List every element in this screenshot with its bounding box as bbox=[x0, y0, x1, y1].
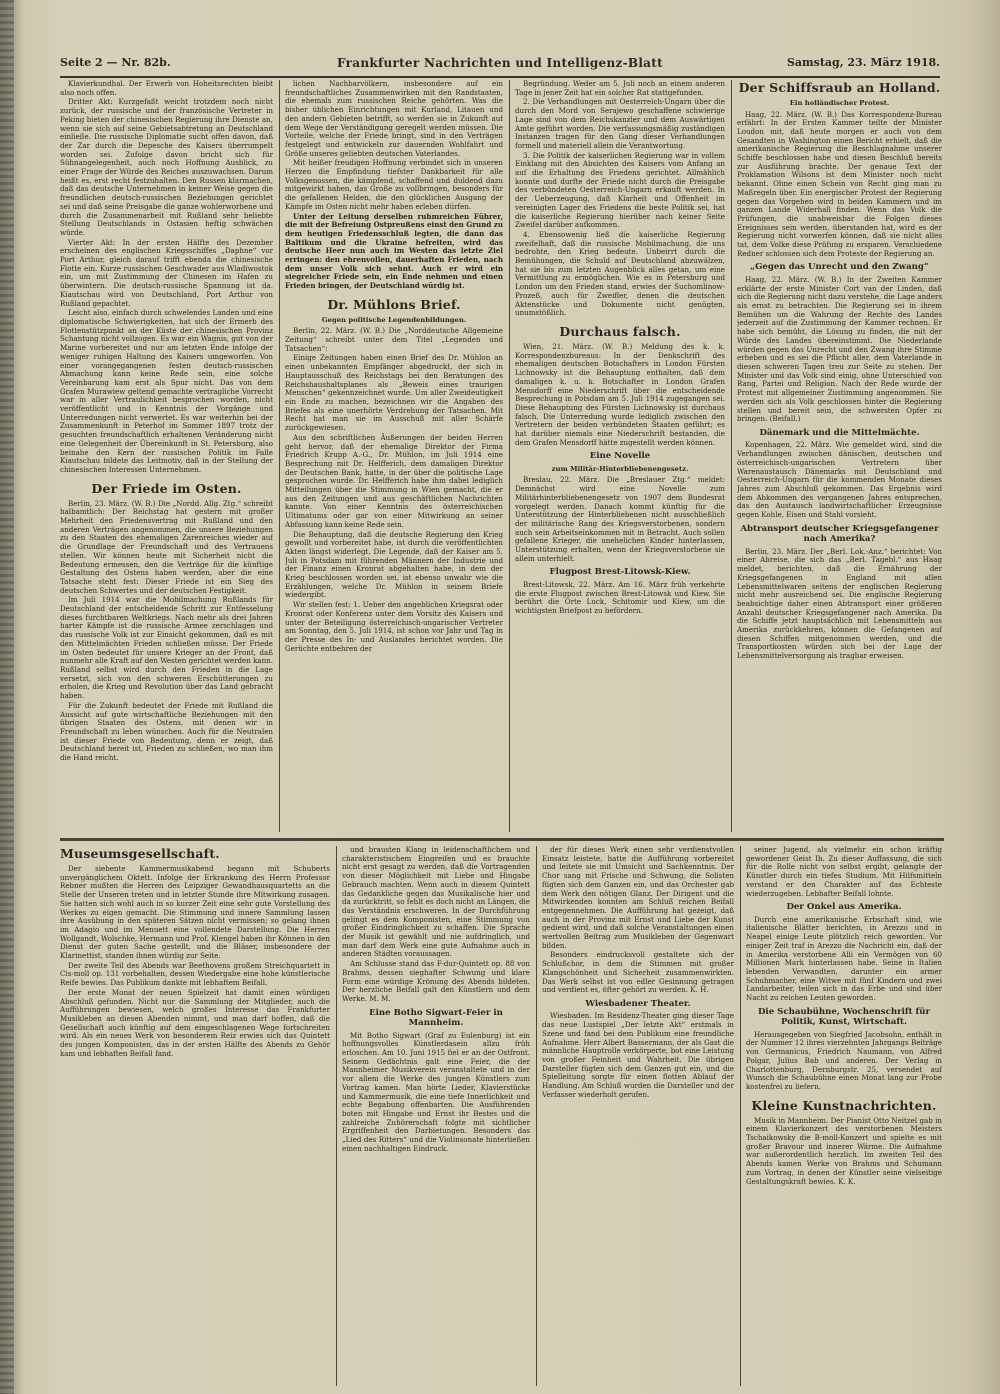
subheadline: zum Militär-Hinterbliebenengesetz. bbox=[551, 464, 689, 473]
article-paragraph: Herausgegeben von Siegfried Jacobsohn, enthält in der Nummer 12 ihres vierzehnten Jahrgangs Beiträge von Germanicus, Friedrich Naumann, von Alfred Polgar, Julius Bab und anderen. Der Verlag in Charlottenburg, Dernburgstr. 25, versendet auf Wunsch die Schaubühne einen Monat lang zur Probe kostenfrei zu liefern. bbox=[746, 1029, 942, 1091]
column-1 bbox=[60, 80, 273, 832]
subheadline: Gegen politische Legendenbildungen. bbox=[321, 315, 467, 324]
article-paragraph: Am Schlusse stand das F-dur-Quintett op. 88 von Brahms, dessen sieghafter Schwung und klare Form eine würdige Krönung des Abends bildeten. Der herzliche Beifall galt den Künstlern und dem Werke. M. M. bbox=[342, 959, 530, 1003]
subheadline: Ein holländischer Protest. bbox=[789, 99, 890, 107]
feuilleton-divider bbox=[60, 838, 944, 841]
headline-friede-im-osten: Der Friede im Osten. bbox=[91, 480, 242, 496]
feuilleton-column-4 bbox=[746, 846, 942, 1386]
article-paragraph: Für die Zukunft bedeutet der Friede mit Rußland die Aussicht auf gute wirtschaftliche Beziehungen mit den übrigen Staaten des Ostens, mit denen wir in Freundschaft zu leben wünschen. Auch für die Neutralen ist dieser Friede von Bedeutung, denn er zeigt, daß Deutschland bereit ist, Frieden zu schließen, wo man ihm die Hand reicht. bbox=[60, 700, 273, 763]
headline-abtransport: Abtransport deutscher Kriegsgefangener nach Amerika? bbox=[740, 523, 939, 545]
article-paragraph: Einige Zeitungen haben einen Brief des Dr. Mühlon an einen unbekannten Empfänger abgedruckt, der sich in Hauptausschuß des Reichstags bei den Beratungen des Reichshaushaltsplanes als „Beweis eines traurigen Menschen“ gekennzeichnet wurde. Um aller Zweideutigkeit ein Ende zu machen, bezeichnen wir die Angaben des Briefes als eine unerhörte Verdrehung der Tatsachen. Mit Recht hat man sie im Ausschuß mit aller Schärfe zurückgewiesen. bbox=[285, 353, 503, 433]
headline-durchaus-falsch: Durchaus falsch. bbox=[559, 323, 681, 339]
article-paragraph: Besonders eindrucksvoll gestaltete sich der Schlußchor, in dem die Stimmen mit großer Klangschönheit und Sicherheit zusammenwirkten. Das Werk selbst ist von edler Gesinnung getragen und verdient es, öfter gehört zu werden. K. H. bbox=[542, 950, 734, 995]
headline-onkel-aus-amerika: Der Onkel aus Amerika. bbox=[786, 902, 902, 913]
article-paragraph: Wir stellen fest: 1. Ueber den angeblichen Kriegsrat oder Kronrat oder Konferenz unter dem Vorsitz des Kaisers und unter der Beteiligung österreichisch-ungarischer Vertreter am Sonntag, den 5. Juli 1914, ist schon vor Jahr und Tag in der Presse des In- und Auslandes berichtet worden. Die Gerüchte entbehren der bbox=[285, 600, 503, 653]
headline-wiesbadener-theater: Wiesbadener Theater. bbox=[585, 998, 691, 1009]
column-2 bbox=[285, 80, 503, 832]
headline-flugpost: Flugpost Brest-Litowsk-Kiew. bbox=[549, 567, 691, 578]
article-paragraph: Berlin, 23. März. Der „Berl. Lok.-Anz.“ berichtet: Von einer Abreise, die sich das „Berl. Tagebl.“ aus Haag meldet, berichten, daß die Ernährung der Kriegsgefangenen in England mit allen Lebensmittelwaren seitens der englischen Regierung nicht mehr ausreichend sei. Die englische Regierung beabsichtige daher einen Abtransport einer größeren Anzahl deutscher Kriegsgefangener nach Amerika. Da die Schiffe jetzt hauptsächlich mit Lebensmitteln aus Amerika zurückkehren, können die Gefangenen auf diesen Schiffen mitgenommen werden, und die Transportkosten würden sich bei der Lage der Lebensmittelversorgung als tragbar erweisen. bbox=[737, 546, 942, 661]
article-paragraph: Wien, 21. März. (W. B.) Meldung des k. k. Korrespondenzbureaus: In der Denkschrift des ehemaligen deutschen Botschafters in London Fürsten Lichnowsky ist die Behauptung enthalten, daß dem damaligen k. u. k. Botschafter in London Grafen Mensdorff eine Niederschrift über die entscheidende Besprechung in Potsdam am 5. Juli 1914 zugegangen sei. Diese Behauptung des Fürsten Lichnowsky ist durchaus falsch. Die Unterredung wurde lediglich zwischen den Vertretern der beiden verbündeten Staaten geführt; es hat darüber niemals eine Niederschrift bestanden, die dem Grafen Mensdorff hätte zugestellt werden können. bbox=[515, 341, 725, 447]
headline-sigwart-feier: Eine Botho Sigwart-Feier in Mannheim. bbox=[369, 1007, 503, 1029]
article-paragraph: Der siebente Kammermusikabend begann mit Schuberts unvergänglichem Oktett. Infolge der Erkrankung des Herrn Professor Rebner mußten die Herren des Leipziger Gewandhausquartetts an die Stelle der Unseren treten und in letzter Stunde ihre Mitwirkung zusagen. Sie hatten sich wohl auch in so kurzer Zeit eine sehr gute Vorstellung des Werkes zu eigen gemacht. Die Stimmung und innere Sammlung lassen ihre Ausübung in den späteren Sätzen nicht vermissen; so gelang ihnen im Adagio und im Menuett eine vollendete Darstellung. Die Herren Wollgandt, Wolschke, Hermann und Prof. Klengel haben ihr Können in den Dienst der guten Sache gestellt, und die Bläser, insbesondere der Klarinettist, standen ihnen würdig zur Seite. bbox=[60, 864, 330, 961]
article-paragraph: Haag, 22. März. (W. B.) In der Zweiten Kammer erklärte der erste Minister Cort van der Linden, daß sich die Regierung nicht dazu verstehe, die Lage anders als ernst zu betrachten. Die Regierung sei in ihrem Bemühen um die Wahrung der Rechte des Landes jederzeit auf die Zustimmung der Kammer rechnen. Er habe sich bemüht, die Lösung zu finden, die mit der Würde des Landes übereinstimmt. Die Niederlande würden gegen das Unrecht und den Zwang ihre Stimme erheben und es sei die Pflicht aller, dem Vaterlande in diesen schweren Tagen treu zur Seite zu stehen. Der Minister und das Volk sind einig, ohne Unterschied von Rang, Partei und Religion. Nach der Rede wurde der Protest mit allgemeiner Zustimmung angenommen. Sie werden sich als Volk geschlossen hinter die Regierung stellen und bereit sein, die schwersten Opfer zu bringen. (Beifall.) bbox=[737, 274, 942, 424]
article-paragraph: Dritter Akt: Kurzgefaßt weicht trotzdem noch nicht zurück, der russische und der französische Vertreter in Peking bieten der chinesischen Regierung ihre Dienste an, wenn sie sich auf seine Gebietsabtretung an Deutschland einließe. Die russische Diplomatie sucht offen davon, daß der Zar durch die Depesche des Kaisers überrumpelt worden sei. Zufolge davon bricht sich für Sühnangelegenheit, auch noch Hoffnung Ausblick, zu einer Frage der Würde des Reiches auszuwachsen. Darum heißt es, erst recht festzuhalten. Den Russen klarmachen, daß das deutsche Unternehmen in keiner Weise gegen die freundlichen deutsch-russischen Beziehungen gerichtet sei und daß seine Preisgabe die ganze wohlerworbene und durch die Zusammenarbeit mit Rußland sehr beliebte Stellung Deutschlands in Ostasien heftig schwächen würde. bbox=[60, 97, 273, 237]
article-paragraph: Berlin, 23. März. (W. B.) Die „Nordd. Allg. Ztg.“ schreibt halbamtlich: Der Reichstag hat gestern mit großer Mehrheit den Friedensvertrag mit Rußland und den anderen Verträgen angenommen, die unsere Beziehungen zu den Staaten des ehemaligen Zarenreiches wieder auf die Grundlage der Freundschaft und des Vertrauens stellen. Wir können heute mit Sicherheit nicht die Bedeutung ermessen, den die Verträge für die künftige Gestaltung des Ostens haben werden, aber die eine Tatsache steht fest: Dieser Friede ist ein Sieg des deutschen Schwertes und der deutschen Festigkeit. bbox=[60, 498, 273, 595]
article-paragraph: Wiesbaden. Im Residenz-Theater ging dieser Tage das neue Lustspiel „Der letzte Akt“ erstmals in Szene und fand bei dem Publikum eine freundliche Aufnahme. Herr Albert Bassermann, der als Gast die männliche Hauptrolle verkörperte, bot eine Leistung von großer Feinheit und Wahrheit. Die übrigen Darsteller fügten sich dem Ganzen gut ein, und die Spielleitung sorgte für einen flotten Ablauf der Handlung. Am Schluß wurden die Darsteller und der Verfasser wiederholt gerufen. bbox=[542, 1011, 734, 1099]
headline-unrecht-und-zwang: „Gegen das Unrecht und den Zwang“ bbox=[750, 262, 929, 273]
article-paragraph: Breslau, 22. März. Die „Breslauer Ztg.“ meldet: Demnächst wird eine Novelle zum Militärhinterbliebenengesetz von 1907 dem Bundesrat vorgelegt werden. Danach kommt künftig für die Unterstützung der Hinterbliebenen nicht ausschließlich der militärische Rang des Kriegsverstorbenen, sondern auch sein Arbeitseinkommen mit in Betracht. Auch sollen gefallene Krieger, die unehelichen Kinder hinterlassen, Unterstützung erhalten, wenn der Kriegsverstorbene sie allein unterhielt. bbox=[515, 475, 725, 563]
column-divider bbox=[509, 80, 510, 832]
article-paragraph: Brest-Litowsk, 22. März. Am 16. März früh verkehrte die erste Flugpost zwischen Brest-Litowsk und Kiew. Sie berührt die Orte Luck, Schitomir und Kiew, um die wichtigsten Briefpost zu befördern. bbox=[515, 579, 725, 616]
headline-schiffsraub: Der Schiffsraub an Holland. bbox=[738, 80, 941, 95]
article-paragraph: und brausten Klang in leidenschaftlichem und charakteristischem Eingreifen und es brauchte nicht erst gesagt zu werden, daß die Vortragenden von dieser Möglichkeit mit Liebe und Hingabe Gebrauch machten. Wenn auch in diesem Quintett das Gedankliche gegen das Musikalische hier und da zurücktritt, so fehlt es doch nicht an Längen, die das Verständnis erschweren. In der Durchführung gelingt es dem Komponisten, eine Stimmung von großer Eindringlichkeit zu schaffen. Die Sprache der Musik ist gewählt und nie aufdringlich, und man darf dem Werk eine gute Aufnahme auch in anderen Städten voraussagen. bbox=[342, 846, 530, 959]
article-paragraph: 4. Ebensowenig ließ die kaiserliche Regierung zweifelhaft, daß die russische Mobilmachung, die uns bedrohte, den Krieg bedeute. Unbeirrt durch die Bemühungen, die Schuld auf Deutschland abzuwälzen, hat sie bis zum letzten Augenblick alles getan, um eine Vermittlung zu ermöglichen. Wie es in Petersburg und London um den Frieden stand, erwies der Suchomlinow-Prozeß, auch für Zweifler, denen die deutschen Aktenstücke und Dokumente nicht genügten, unumstößlich. bbox=[515, 229, 725, 318]
page-binding-edge bbox=[0, 0, 14, 1394]
article-paragraph: Berlin, 22. März. (W. B.) Die „Norddeutsche Allgemeine Zeitung“ schreibt unter dem Titel „Legenden und Tatsachen“: bbox=[285, 326, 503, 353]
headline-novelle: Eine Novelle bbox=[589, 451, 651, 462]
column-4 bbox=[737, 78, 942, 832]
newspaper-masthead: Frankfurter Nachrichten und Intelligenz-Blatt bbox=[337, 56, 663, 70]
article-paragraph: Kopenhagen, 22. März. Wie gemeldet wird, sind die Verhandlungen zwischen dänischen, deutschen und österreichisch-ungarischen Vertretern über Warenaustausch Dänemarks mit Deutschland und Oesterreich-Ungarn für die kommenden Monate dieses Jahres zum Abschluß gekommen. Das Ergebnis wird dem Abkommen des vergangenen Jahres entsprechen, das den Austausch landwirtschaftlicher Erzeugnisse gegen Kohle, Eisen und Stahl vorsieht. bbox=[737, 440, 942, 520]
article-paragraph: Leicht also, einfach durch schwelendes Landen und eine diplomatische Schwierigkeiten, hat sich der Ermerb des Flottenstützpunkt an der Küste der chinesischen Provinz Schantung nicht vollzogen. Es war ein Wagnis, gut von der Marine vorbereitet und nur am letzten Ende infolge der weniger ruhigen Haltung des Kaisers umgeworfen. Von einer vorangegangenen festen deutsch-russischen Abmachung kann keine Rede sein, eine solche Vereinbarung kam erst als Spur nicht. Das von dem Grafen Murawiew geltend gemachte vertragliche Vorrecht war in aller Vertraulichkeit besprochen worden, nicht veröffentlicht und in Kenntnis der Vorgänge und Unterredungen nicht verwertet. Es war weiterhin bei der Zusammenkunft in Peterhof im Sommer 1897 trotz der gesuchten freundschaftlich erhaltenen Veränderung nicht eine Gelegenheit der Übereinkunft in St. Petersburg, also beinahe den Kern der russischen Politik im Falle Kiautschau bildete das Leitmotiv, daß in der Stellung der chinesischen Interessen Unternehmen. bbox=[60, 308, 273, 474]
article-paragraph: Klavierkundhal. Der Erwerb von Hoheitsrechten bleibt also noch offen. bbox=[60, 80, 273, 97]
article-paragraph: Die Behauptung, daß die deutsche Regierung den Krieg gewollt und vorbereitet habe, ist durch die veröffentlichten Akten längst widerlegt. Die Legende, daß der Kaiser am 5. Juli in Potsdam mit führenden Männern der Industrie und der Finanz einen Kronrat abgehalten habe, in dem der Krieg beschlossen worden sei, ist ebenso unwahr wie die Erzählungen, welche Dr. Mühlon in seinem Briefe wiedergibt. bbox=[285, 529, 503, 600]
article-paragraph: Im Juli 1914 war die Mobilmachung Rußlands für Deutschland der entscheidende Schritt zur Entfesselung dieses furchtbaren Weltkriegs. Nach mehr als drei Jahren harter Kämpfe ist die russische Armee zerschlagen und das russische Volk ist zur Einsicht gekommen, daß es mit den Mittelmächten Frieden schließen müsse. Der Friede im Osten bedeutet für unsere Krieger an der Front, daß nunmehr alle Kraft auf den Westen gerichtet werden kann. Rußland selbst wird durch den Frieden in die Lage versetzt, sich von den schweren Erschütterungen zu erholen, die Krieg und Revolution über das Land gebracht haben. bbox=[60, 595, 273, 701]
article-paragraph: Begründung. Weder am 5. Juli noch an einem anderen Tage in jener Zeit hat ein solcher Rat stattgefunden. bbox=[515, 80, 725, 97]
headline-kunstnachrichten: Kleine Kunstnachrichten. bbox=[751, 1097, 937, 1113]
article-paragraph: Aus den schriftlichen Äußerungen der beiden Herren geht hervor, daß der ehemalige Direktor der Firma Friedrich Krupp A.-G., Dr. Mühlon, im Juli 1914 eine Besprechung mit Dr. Helfferich, dem damaligen Direktor der Deutschen Bank, hatte, in der über die politische Lage gesprochen wurde. Dr. Helfferich habe ihm dabei lediglich Mitteilungen über die Stimmung in Wien gemacht, die er aus den Zeitungen und aus geschäftlichen Nachrichten kannte. Von einer Kenntnis des österreichischen Ultimatums oder gar von einer Mitwirkung an seiner Abfassung kann keine Rede sein. bbox=[285, 432, 503, 529]
headline-museumsgesellschaft: Museumsgesellschaft. bbox=[60, 846, 220, 861]
article-paragraph: Mit heißer freudigen Hoffnung verbindet sich in unseren Herzen die Empfindung tiefster Dankbarkeit für alle Volksgenossen, die kämpfend, schaffend und duldend dazu mitgewirkt haben, das Große zu vollbringen, besonders für die gefallenen Helden, die den glücklichen Ausgang der Kämpfe im Osten nicht mehr haben erleben dürfen. bbox=[285, 158, 503, 211]
article-paragraph: Der erste Monat der neuen Spielzeit hat damit einen würdigen Abschluß gefunden. Nicht nur die Sammlung der Mitglieder, auch die Aufführungen bewiesen, welch großes Interesse das Frankfurter Musikleben an diesen Abenden nimmt, und man darf hoffen, daß die Gesellschaft auch künftig auf dem eingeschlagenen Wege fortschreiten wird. Als ein neues Werk von besonderem Reiz erwies sich das Quintett des jungen Komponisten, das in der ersten Hälfte des Abends zu Gehör kam und lebhaften Beifall fand. bbox=[60, 987, 330, 1058]
page-number: Seite 2 — Nr. 82b. bbox=[60, 56, 171, 69]
feuilleton-column-3 bbox=[542, 846, 734, 1386]
article-paragraph: 2. Die Verhandlungen mit Oesterreich-Ungarn über die durch den Mord von Serajewo geschaffene schwierige Lage sind von dem Reichskanzler und dem Auswärtigen Amte geführt worden. Die verfassungsmäßig zuständigen Instanzen tragen für den Gang dieser Verhandlungen formell und materiell allein die Verantwortung. bbox=[515, 97, 725, 150]
article-paragraph: Musik in Mannheim. Der Pianist Otto Neitzel gab in einem Klavierkonzert des verstorbenen Meisters Tschaikowsky die B-moll-Konzert und spielte es mit großer Bravour und innerer Wärme. Die Aufnahme war außerordentlich herzlich. Im zweiten Teil des Abends kamen Werke von Brahms und Schumann zum Vortrag, in denen der Künstler seine vielseitige Gestaltungskraft bewies. K. K. bbox=[746, 1115, 942, 1186]
headline-daenemark: Dänemark und die Mittelmächte. bbox=[759, 427, 920, 438]
article-paragraph: Der zweite Teil des Abends war Beethovens großem Streichquartett in Cis-moll op. 131 vorbehalten, dessen Wiedergabe eine hohe künstlerische Reife bewies. Das Publikum dankte mit lebhaftem Beifall. bbox=[60, 960, 330, 988]
column-divider bbox=[731, 80, 732, 832]
column-divider bbox=[536, 846, 537, 1386]
article-paragraph: seiner Jugend, als vielmehr ein schon kräftig gewordener Geist Ib. Zu dieser Auffassung, die sich für die Rolle nicht von selbst ergibt, gelangte der Künstler durch ein tiefes Studium. Mit Hilfsmitteln verstand er den Charakter auf das Echteste wiederzugeben. Lebhafter Beifall lohnte. bbox=[746, 846, 942, 898]
article-paragraph: lichen Nachbarvölkern, insbesondere auf ein freundschaftliches Zusammenwirken mit den Randstaaten, die ehemals zum russischen Reiche gehörten. Was die bisher üblichen Einrichtungen mit Kurland, Litauen und den andern Gebieten betrifft, so werden sie in Zukunft auf dem Wege der Verständigung geregelt werden müssen. Die Vorteile, welche der Friede bringt, sind in den Verträgen festgelegt und entwickeln zur dauernden Wohlfahrt und Größe unseres geliebten deutschen Vaterlandes. bbox=[285, 80, 503, 158]
feuilleton-column-1 bbox=[60, 846, 330, 1386]
article-paragraph: der für dieses Werk einen sehr verdienstvollen Einsatz leistete, hatte die Aufführung vorbereitet und leitete sie mit Umsicht und Sachkenntnis. Der Chor sang mit Frische und Schwung, die Solisten fügten sich dem Ganzen ein, und das Orchester gab dem Werk den nötigen Glanz. Der Dirigent und die Mitwirkenden konnten am Schluß reichen Beifall entgegennehmen. Die Aufführung hat gezeigt, daß auch in der Provinz mit Ernst und Liebe der Kunst gedient wird, und daß solche Veranstaltungen einen wertvollen Beitrag zum Musikleben der Gegenwart bilden. bbox=[542, 846, 734, 950]
article-paragraph: 3. Die Politik der kaiserlichen Regierung war in vollem Einklang mit den Absichten des Kaisers vom Anfang an auf die Erhaltung des Friedens gerichtet. Allmählich konnte und durfte der Friede nicht durch die Preisgabe des verbündeten Oesterreich-Ungarn erkauft werden. In der Ueberzeugung, daß Klarheit und Offenheit im vereinigten Lager des Friedens die beste Politik sei, hat die kaiserliche Regierung hierüber nach keiner Seite Zweifel darüber aufkommen. bbox=[515, 150, 725, 230]
issue-date: Samstag, 23. März 1918. bbox=[786, 56, 940, 69]
headline-schaubuehne: Die Schaubühne, Wochenschrift für Politik, Kunst, Wirtschaft. bbox=[757, 1006, 930, 1028]
page-header bbox=[60, 54, 940, 78]
article-paragraph: Haag, 22. März. (W. B.) Das Korrespondenz-Bureau erfährt: In der Ersten Kammer teilte der Minister Loudon mit, daß heute morgen er auch von dem Gesandten in Washington einen Bericht erhielt, daß die amerikanische Regierung die Beschlagnahme unserer Schiffe beschlossen habe und diesen Beschluß bereits zur Ausführung brachte. Der genaue Text der Proklamation Wilsons ist dem Minister noch nicht bekannt. Ohne einen Schein von Recht ging man zu Maßregeln über. Ein energischer Protest der Regierung gegen das Vorgehen wird in beiden Kammern und im ganzen Lande Widerhall finden. Wenn das Volk die Prüfungen, die unabweisbar die Folgen dieses Ereignisses sein werden, überstanden hat, wird es der Regierung nicht vorwerfen können, daß sie nicht alles tat, dem Volke diese Prüfung zu ersparen. Verschiedene Redner schlossen sich dem Proteste der Regierung an. bbox=[737, 109, 942, 258]
feuilleton-column-2 bbox=[342, 846, 530, 1386]
column-divider bbox=[740, 846, 741, 1386]
headline-muehlons-brief: Dr. Mühlons Brief. bbox=[327, 296, 461, 312]
article-paragraph: Mit Botho Sigwart (Graf zu Eulenburg) ist ein hoffnungsvolles Künstlerdasein allzu früh erloschen. Am 10. Juni 1915 fiel er an der Ostfront. Seinem Gedächtnis galt eine Feier, die der Mannheimer Musikverein veranstaltete und in der vor allem die Werke des jungen Künstlers zum Vortrag kamen. Man hörte Lieder, Klavierstücke und Kammermusik, die eine tiefe Innerlichkeit und echte Begabung offenbarten. Die Ausführenden boten mit Hingabe und Ernst ihr Bestes und die zahlreiche Zuhörerschaft folgte mit sichtlicher Ergriffenheit den Darbietungen. Besonders das „Lied des Ritters“ und die Violinsonate hinterließen einen nachhaltigen Eindruck. bbox=[342, 1030, 530, 1153]
column-divider bbox=[279, 80, 280, 832]
article-paragraph: Vierter Akt: In der ersten Hälfte des Dezember erscheinen des englischen Kriegsschiffes „Daphne“ vor Port Arthur, gleich darauf trifft ebenda die chinesische Flotte ein. Kurze russischen Geschwader aus Wladiwostok ein, um mit Zustimmung der Chinesen im Hafen zu überwintern. Die deutsch-russische Spannung ist da. Kiautschau wird von Deutschland, Port Arthur von Rußland gepachtet. bbox=[60, 237, 273, 308]
article-paragraph: Unter der Leitung derselben ruhmreichen Führer, die mit der Befreiung Ostpreußens einst den Grund zu dem heutigen Friedensschluß legten, die dann das Baltikum und die Ukraine befreiten, wird das deutsche Heer nun auch im Westen das letzte Ziel erringen: den ehrenvollen, dauerhaften Frieden, nach dem unser Volk sich sehnt. Auch er wird ein siegreicher Friede sein, ein Ende nehmen und einen Frieden bringen, der Deutschland würdig ist. bbox=[285, 211, 503, 291]
column-3 bbox=[515, 80, 725, 832]
column-divider bbox=[336, 846, 337, 1386]
article-paragraph: Durch eine amerikanische Erbschaft sind, wie italienische Blätter berichten, in Arezzo und in Neapel einige Leute plötzlich reich geworden. Vor einiger Zeit traf in Arezzo die Nachricht ein, daß der in Amerika verstorbene Alli ein Vermögen von 60 Millionen Mark hinterlassen habe. Seine in Italien lebenden Verwandten, darunter ein armer Schuhmacher, eine Witwe mit fünf Kindern und zwei Landarbeiter, teilen sich in das Erbe und sind über Nacht zu reichen Leuten geworden. bbox=[746, 914, 942, 1003]
